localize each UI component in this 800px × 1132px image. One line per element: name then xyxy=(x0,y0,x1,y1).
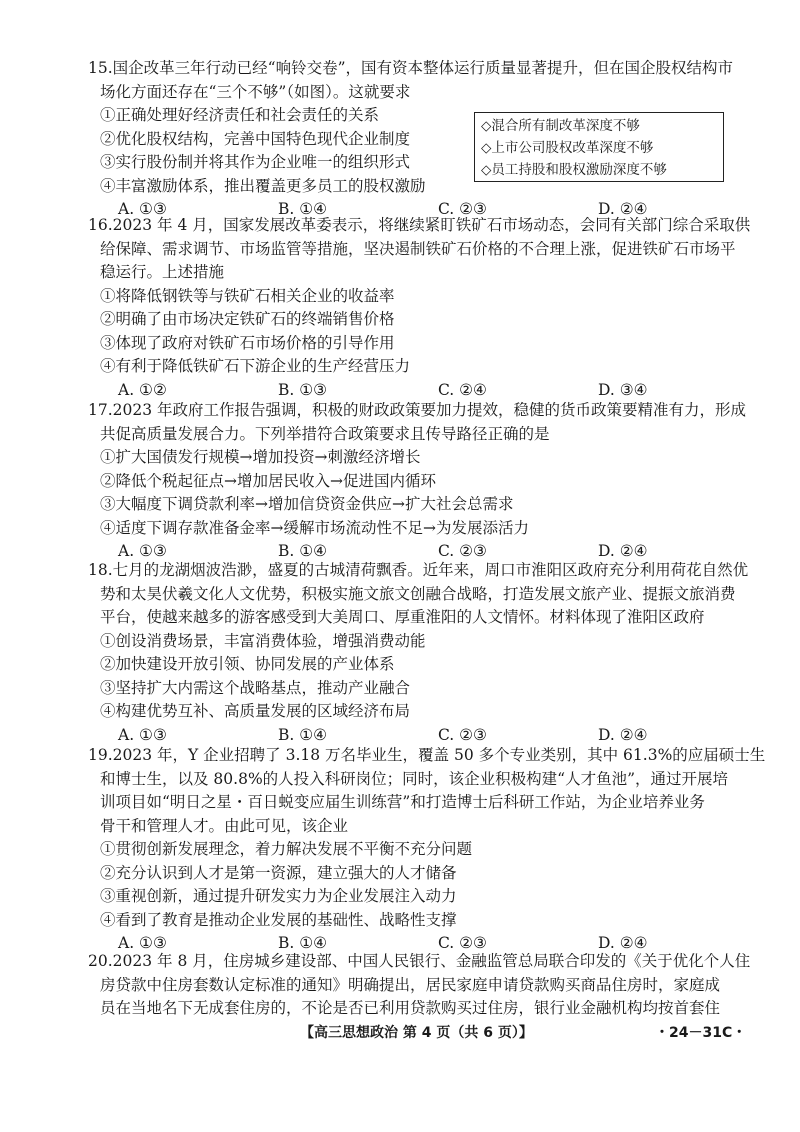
answer-d: D. ②④ xyxy=(598,725,648,744)
question-stem-line: 骨干和管理人才。由此可见，该企业 xyxy=(100,816,349,835)
answer-d: D. ②④ xyxy=(598,200,648,218)
answer-d: D. ②④ xyxy=(598,934,648,952)
question-stem-line: 场化方面还存在“三个不够”（如图）。这就要求 xyxy=(100,82,411,101)
option-1: ①正确处理好经济责任和社会责任的关系 xyxy=(100,106,380,124)
question-stem-line: 员在当地名下无成套住房的，不论是否已利用贷款购买过住房，银行业金融机构均按首套住 xyxy=(100,999,721,1017)
question-stem-line: 给保障、需求调节、市场监管等措施，坚决遏制铁矿石价格的不合理上涨，促进铁矿石市场平 xyxy=(100,239,736,258)
question-18 xyxy=(88,559,758,747)
question-stem-line: 稳运行。上述措施 xyxy=(100,263,225,281)
answer-b: B. ①④ xyxy=(278,200,328,218)
option-2: ②加快建设开放引领、协同发展的产业体系 xyxy=(100,655,395,673)
option-1: ①将降低钢铁等与铁矿石相关企业的收益率 xyxy=(100,286,395,305)
answer-b: B. ①④ xyxy=(278,934,328,952)
question-16 xyxy=(88,214,758,402)
question-stem-line: 训项目如“明日之星・百日蜕变应届生训练营”和打造博士后科研工作站，为企业培养业务 xyxy=(100,793,705,811)
answer-c: C. ②③ xyxy=(438,934,487,952)
figure-box-item: ◇混合所有制改革深度不够 xyxy=(481,118,640,134)
option-1: ①扩大国债发行规模→增加投资→刺激经济增长 xyxy=(100,448,421,466)
question-20 xyxy=(88,950,758,1021)
answer-b: B. ①④ xyxy=(278,725,328,744)
question-stem-line: 平台，使越来越多的游客感受到大美周口、厚重淮阳的人文情怀。材料体现了淮阳区政府 xyxy=(100,608,705,626)
question-stem-line: 和博士生，以及 80.8%的人投入科研岗位；同时，该企业积极构建“人才鱼池”，通过开展培 xyxy=(100,769,729,788)
answer-b: B. ①④ xyxy=(278,542,328,560)
option-2: ②充分认识到人才是第一资源，建立强大的人才储备 xyxy=(100,863,457,882)
option-3: ③大幅度下调贷款利率→增加信贷资金供应→扩大社会总需求 xyxy=(100,495,514,513)
option-4: ④丰富激励体系，推出覆盖更多员工的股权激励 xyxy=(100,176,426,195)
question-stem-line: 16.2023 年 4 月，国家发展改革委表示，将继续紧盯铁矿石市场动态，会同有关部门综合采取供 xyxy=(88,216,751,234)
option-2: ②明确了由市场决定铁矿石的终端销售价格 xyxy=(100,310,395,328)
footer-page-info: 【高三思想政治 第 4 页（共 6 页）】 xyxy=(300,1025,533,1041)
option-2: ②优化股权结构，完善中国特色现代企业制度 xyxy=(100,129,411,148)
option-1: ①创设消费场景，丰富消费体验，增强消费动能 xyxy=(100,631,426,650)
answer-b: B. ①③ xyxy=(278,380,328,399)
option-3: ③实行股份制并将其作为企业唯一的组织形式 xyxy=(100,153,411,171)
answer-a: A. ①③ xyxy=(118,934,167,952)
question-stem-line: 17.2023 年政府工作报告强调，积极的财政政策要加力提效，稳健的货币政策要精准有力，形成 xyxy=(88,401,747,419)
option-3: ③坚持扩大内需这个战略基点，推动产业融合 xyxy=(100,678,411,697)
question-17 xyxy=(88,399,758,564)
figure-box-item: ◇上市公司股权改革深度不够 xyxy=(481,140,654,156)
option-4: ④有利于降低铁矿石下游企业的生产经营压力 xyxy=(100,357,411,375)
option-3: ③体现了政府对铁矿石市场价格的引导作用 xyxy=(100,333,395,352)
answer-a: A. ①③ xyxy=(118,725,167,744)
question-stem-line: 20.2023 年 8 月，住房城乡建设部、中国人民银行、金融监管总局联合印发的《关于优化个人住 xyxy=(88,952,751,970)
question-stem-line: 共促高质量发展合力。下列举措符合政策要求且传导路径正确的是 xyxy=(100,424,550,443)
answer-c: C. ②③ xyxy=(438,725,487,744)
question-19 xyxy=(88,744,766,956)
question-stem-line: 势和太昊伏羲文化人文优势，积极实施文旅文创融合战略，打造发展文旅产业、提振文旅消费 xyxy=(100,584,736,603)
answer-c: C. ②③ xyxy=(438,200,487,218)
answer-a: A. ①③ xyxy=(118,200,167,218)
option-2: ②降低个税起征点→增加居民收入→促进国内循环 xyxy=(100,471,436,490)
option-3: ③重视创新，通过提升研发实力为企业发展注入动力 xyxy=(100,887,457,905)
option-4: ④看到了教育是推动企业发展的基础性、战略性支撑 xyxy=(100,910,457,929)
answer-c: C. ②④ xyxy=(438,380,487,399)
question-stem-line: 房贷款中住房套数认定标准的通知》明确提出，居民家庭申请贷款购买商品住房时，家庭成 xyxy=(100,975,721,994)
footer-exam-code: ・24－31C・ xyxy=(655,1025,747,1041)
figure-box-item: ◇员工持股和股权激励深度不够 xyxy=(481,162,667,178)
answer-d: D. ③④ xyxy=(598,380,648,399)
answer-a: A. ①③ xyxy=(118,542,167,560)
option-1: ①贯彻创新发展理念，着力解决发展不平衡不充分问题 xyxy=(100,840,473,858)
question-stem-line: 19.2023 年，Y 企业招聘了 3.18 万名毕业生，覆盖 50 多个专业类别，其中 61.3%的应届硕士生 xyxy=(88,746,766,764)
option-4: ④构建优势互补、高质量发展的区域经济布局 xyxy=(100,702,411,720)
answer-c: C. ②③ xyxy=(438,542,487,560)
answer-d: D. ②④ xyxy=(598,542,648,560)
answer-a: A. ①② xyxy=(118,380,167,399)
figure-box xyxy=(474,112,724,182)
option-4: ④适度下调存款准备金率→缓解市场流动性不足→为发展添活力 xyxy=(100,518,529,537)
question-stem-line: 15.国企改革三年行动已经“响铃交卷”，国有资本整体运行质量显著提升，但在国企股权结构市 xyxy=(88,59,734,77)
question-stem-line: 18.七月的龙湖烟波浩渺，盛夏的古城清荷飘香。近年来，周口市淮阳区政府充分利用荷花自然优 xyxy=(88,561,749,579)
